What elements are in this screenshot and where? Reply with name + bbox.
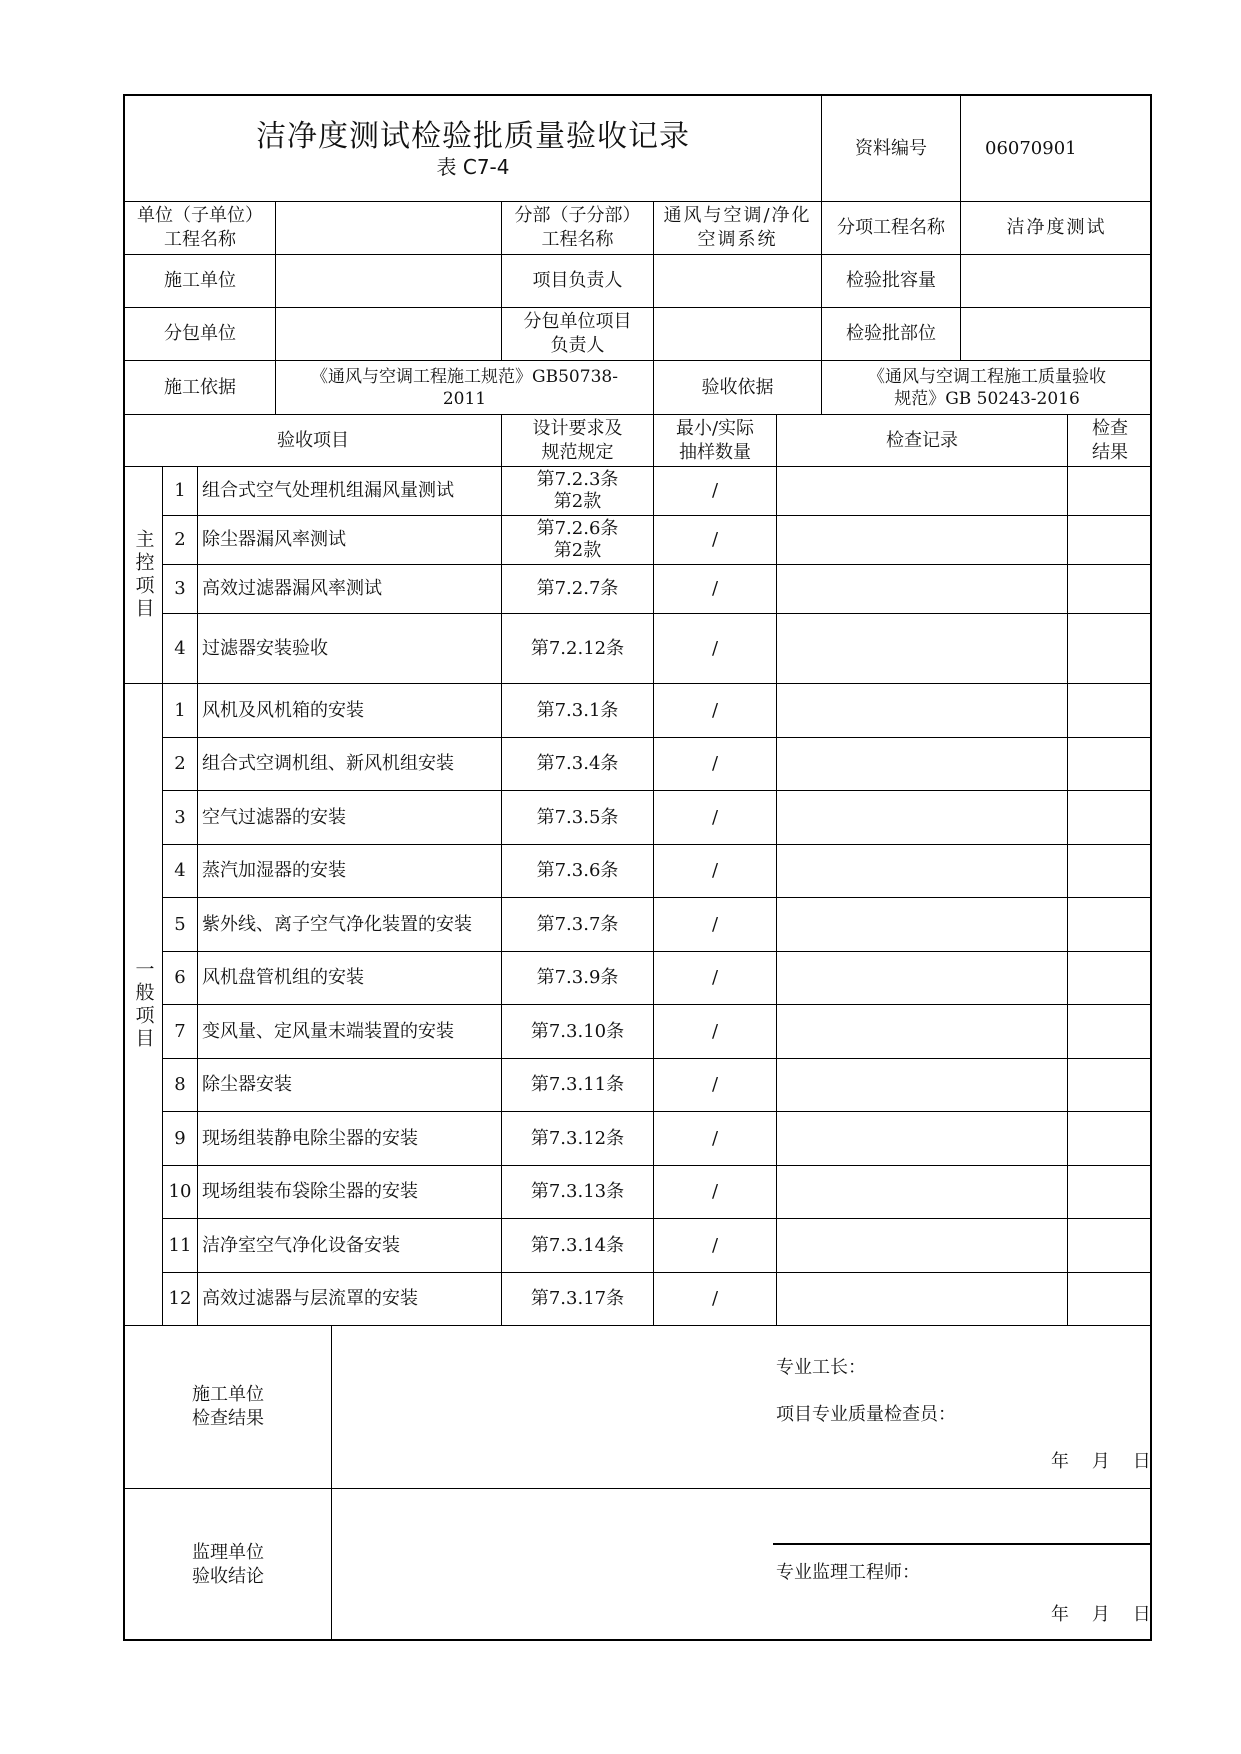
construction-basis-field[interactable]: 《通风与空调工程施工规范》GB50738- 2011 (276, 361, 654, 415)
col-header-result: 检查 结果 (1068, 415, 1152, 467)
general-item-no: 5 (163, 898, 198, 952)
general-item-result[interactable] (1068, 738, 1152, 791)
general-item-record[interactable] (777, 684, 1068, 738)
general-item-sample[interactable]: / (654, 1166, 777, 1219)
sub-pm-field[interactable] (654, 308, 822, 361)
general-item-name: 蒸汽加湿器的安装 (198, 845, 502, 898)
general-item-result[interactable] (1068, 1219, 1152, 1273)
col-header-item: 验收项目 (125, 415, 502, 467)
general-item-record[interactable] (777, 1059, 1068, 1112)
main-item-no: 3 (163, 565, 198, 614)
general-item-requirement: 第7.3.13条 (502, 1166, 654, 1219)
main-item-result[interactable] (1068, 565, 1152, 614)
main-item-result[interactable] (1068, 516, 1152, 565)
main-item-sample[interactable]: / (654, 614, 777, 684)
general-item-requirement: 第7.3.10条 (502, 1005, 654, 1059)
acceptance-record-form (123, 94, 1152, 1641)
acceptance-basis-field[interactable]: 《通风与空调工程施工质量验收 规范》GB 50243-2016 (822, 361, 1152, 415)
general-item-sample[interactable]: / (654, 791, 777, 845)
supervisor-conclusion-label: 监理单位 验收结论 (125, 1489, 332, 1641)
page-title: 洁净度测试检验批质量验收记录 (256, 118, 690, 154)
general-item-no: 10 (163, 1166, 198, 1219)
general-item-result[interactable] (1068, 1112, 1152, 1166)
main-item-no: 4 (163, 614, 198, 684)
general-item-result[interactable] (1068, 1166, 1152, 1219)
main-item-no: 2 (163, 516, 198, 565)
subitem-name-label: 分项工程名称 (822, 202, 961, 255)
general-item-result[interactable] (1068, 1273, 1152, 1326)
general-item-name: 高效过滤器与层流罩的安装 (198, 1273, 502, 1326)
main-item-name: 组合式空气处理机组漏风量测试 (198, 467, 502, 516)
general-item-record[interactable] (777, 898, 1068, 952)
general-item-record[interactable] (777, 845, 1068, 898)
general-item-sample[interactable]: / (654, 845, 777, 898)
general-item-no: 12 (163, 1273, 198, 1326)
date-line-1: 年 月 日 (1051, 1451, 1151, 1472)
general-item-requirement: 第7.3.6条 (502, 845, 654, 898)
general-item-record[interactable] (777, 791, 1068, 845)
part-name-field[interactable]: 通风与空调/净化 空调系统 (654, 202, 822, 255)
general-item-result[interactable] (1068, 791, 1152, 845)
general-item-name: 变风量、定风量末端装置的安装 (198, 1005, 502, 1059)
batch-location-label: 检验批部位 (822, 308, 961, 361)
main-item-requirement: 第7.2.12条 (502, 614, 654, 684)
supervisor-conclusion-area[interactable] (332, 1489, 1152, 1641)
main-item-name: 高效过滤器漏风率测试 (198, 565, 502, 614)
main-item-requirement: 第7.2.3条 第2款 (502, 467, 654, 516)
general-group-label: 一般项目 (125, 684, 163, 1326)
general-item-result[interactable] (1068, 1059, 1152, 1112)
main-item-name: 除尘器漏风率测试 (198, 516, 502, 565)
general-item-record[interactable] (777, 1273, 1068, 1326)
main-item-record[interactable] (777, 516, 1068, 565)
general-item-sample[interactable]: / (654, 1112, 777, 1166)
sub-pm-label: 分包单位项目 负责人 (502, 308, 654, 361)
general-item-sample[interactable]: / (654, 738, 777, 791)
general-item-sample[interactable]: / (654, 952, 777, 1005)
general-item-sample[interactable]: / (654, 1005, 777, 1059)
batch-capacity-label: 检验批容量 (822, 255, 961, 308)
subcontractor-label: 分包单位 (125, 308, 276, 361)
signature-divider (773, 1543, 1152, 1545)
batch-capacity-field[interactable] (961, 255, 1152, 308)
general-item-record[interactable] (777, 1166, 1068, 1219)
doc-no-label: 资料编号 (822, 96, 961, 202)
general-item-no: 2 (163, 738, 198, 791)
general-item-requirement: 第7.3.17条 (502, 1273, 654, 1326)
general-item-requirement: 第7.3.4条 (502, 738, 654, 791)
constructor-result-area[interactable] (332, 1326, 1152, 1489)
main-item-no: 1 (163, 467, 198, 516)
general-item-result[interactable] (1068, 684, 1152, 738)
general-item-requirement: 第7.3.11条 (502, 1059, 654, 1112)
general-item-requirement: 第7.3.1条 (502, 684, 654, 738)
col-header-requirement: 设计要求及 规范规定 (502, 415, 654, 467)
main-item-record[interactable] (777, 614, 1068, 684)
subcontractor-field[interactable] (276, 308, 502, 361)
general-item-name: 现场组装静电除尘器的安装 (198, 1112, 502, 1166)
general-item-no: 8 (163, 1059, 198, 1112)
construction-basis-label: 施工依据 (125, 361, 276, 415)
part-name-label: 分部（子分部） 工程名称 (502, 202, 654, 255)
main-item-result[interactable] (1068, 467, 1152, 516)
main-item-requirement: 第7.2.6条 第2款 (502, 516, 654, 565)
general-item-no: 9 (163, 1112, 198, 1166)
general-item-no: 3 (163, 791, 198, 845)
general-item-requirement: 第7.3.9条 (502, 952, 654, 1005)
quality-inspector-label: 项目专业质量检查员： (776, 1404, 956, 1425)
doc-no-value[interactable]: 06070901 (961, 96, 1152, 202)
general-item-no: 7 (163, 1005, 198, 1059)
main-item-sample[interactable]: / (654, 516, 777, 565)
date-line-2: 年 月 日 (1051, 1604, 1151, 1625)
general-item-requirement: 第7.3.14条 (502, 1219, 654, 1273)
foreman-label: 专业工长： (776, 1357, 866, 1378)
batch-location-field[interactable] (961, 308, 1152, 361)
general-item-result[interactable] (1068, 1005, 1152, 1059)
constructor-field[interactable] (276, 255, 502, 308)
general-item-no: 6 (163, 952, 198, 1005)
general-item-name: 空气过滤器的安装 (198, 791, 502, 845)
acceptance-basis-label: 验收依据 (654, 361, 822, 415)
general-item-record[interactable] (777, 1112, 1068, 1166)
general-item-result[interactable] (1068, 952, 1152, 1005)
form-number: 表 C7-4 (436, 154, 510, 179)
main-item-sample[interactable]: / (654, 467, 777, 516)
main-item-record[interactable] (777, 565, 1068, 614)
general-item-requirement: 第7.3.7条 (502, 898, 654, 952)
general-item-sample[interactable]: / (654, 1273, 777, 1326)
main-item-name: 过滤器安装验收 (198, 614, 502, 684)
general-item-record[interactable] (777, 952, 1068, 1005)
supervising-engineer-label: 专业监理工程师： (776, 1562, 920, 1583)
project-manager-field[interactable] (654, 255, 822, 308)
title-block (125, 96, 822, 202)
general-item-requirement: 第7.3.5条 (502, 791, 654, 845)
unit-name-field[interactable] (276, 202, 502, 255)
general-item-sample[interactable]: / (654, 898, 777, 952)
general-item-record[interactable] (777, 1005, 1068, 1059)
general-item-no: 11 (163, 1219, 198, 1273)
general-item-sample[interactable]: / (654, 1059, 777, 1112)
main-item-result[interactable] (1068, 614, 1152, 684)
main-item-sample[interactable]: / (654, 565, 777, 614)
main-control-group-label: 主控项目 (125, 467, 163, 684)
general-item-no: 4 (163, 845, 198, 898)
main-item-record[interactable] (777, 467, 1068, 516)
general-item-record[interactable] (777, 738, 1068, 791)
general-item-name: 现场组装布袋除尘器的安装 (198, 1166, 502, 1219)
project-manager-label: 项目负责人 (502, 255, 654, 308)
constructor-result-label: 施工单位 检查结果 (125, 1326, 332, 1489)
general-item-requirement: 第7.3.12条 (502, 1112, 654, 1166)
col-header-record: 检查记录 (777, 415, 1068, 467)
general-item-record[interactable] (777, 1219, 1068, 1273)
general-item-name: 紫外线、离子空气净化装置的安装 (198, 898, 502, 952)
general-item-name: 除尘器安装 (198, 1059, 502, 1112)
main-item-requirement: 第7.2.7条 (502, 565, 654, 614)
general-item-sample[interactable]: / (654, 1219, 777, 1273)
general-item-name: 风机盘管机组的安装 (198, 952, 502, 1005)
general-item-no: 1 (163, 684, 198, 738)
general-item-name: 洁净室空气净化设备安装 (198, 1219, 502, 1273)
general-item-result[interactable] (1068, 898, 1152, 952)
constructor-label: 施工单位 (125, 255, 276, 308)
unit-name-label: 单位（子单位） 工程名称 (125, 202, 276, 255)
general-item-name: 风机及风机箱的安装 (198, 684, 502, 738)
col-header-sample: 最小/实际 抽样数量 (654, 415, 777, 467)
general-item-sample[interactable]: / (654, 684, 777, 738)
general-item-name: 组合式空调机组、新风机组安装 (198, 738, 502, 791)
general-item-result[interactable] (1068, 845, 1152, 898)
subitem-name-field[interactable]: 洁净度测试 (961, 202, 1152, 255)
